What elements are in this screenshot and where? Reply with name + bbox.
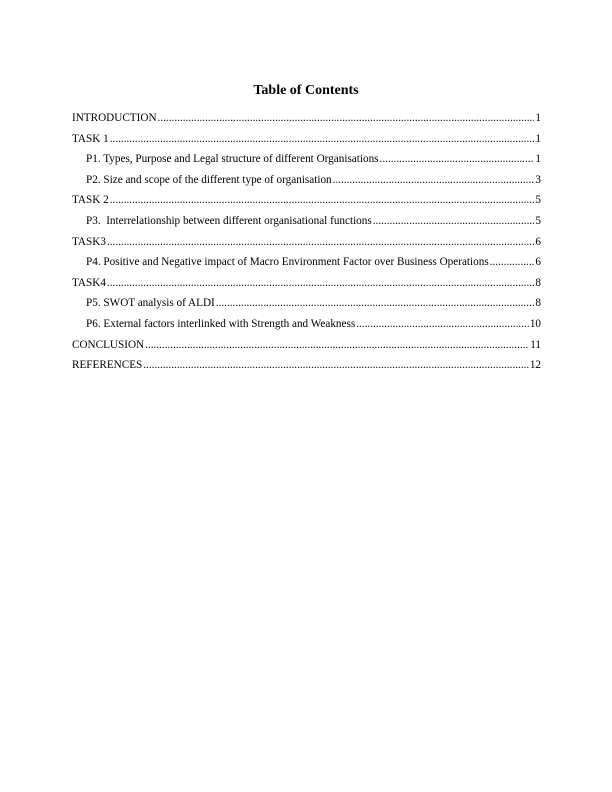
toc-entry-p5[interactable]: [72, 297, 541, 318]
toc-entry-p2[interactable]: [72, 174, 541, 195]
toc-entry-text: P5. SWOT analysis of ALDI: [86, 297, 215, 310]
toc-dot-leader: [373, 215, 535, 227]
toc-entry-p1[interactable]: [72, 153, 541, 174]
toc-entry-text: INTRODUCTION: [72, 112, 157, 124]
toc-entry-text: P1. Types, Purpose and Legal structure of different Organisations: [86, 153, 379, 166]
toc-entry-text: CONCLUSION: [72, 338, 145, 351]
toc-page-number: 1: [535, 153, 541, 166]
toc-page-number: 5: [535, 194, 541, 207]
toc-page-number: 8: [535, 276, 541, 289]
toc-dot-leader: [158, 112, 535, 124]
toc-page-number: 5: [535, 214, 541, 227]
toc-entry-task-4[interactable]: [72, 277, 541, 298]
toc-entry-text: REFERENCES: [72, 359, 143, 372]
toc-entry-p3[interactable]: [72, 215, 541, 236]
toc-entry-text: TASK 1: [72, 132, 109, 145]
toc-dot-leader: [110, 133, 535, 145]
toc-entry-task-1[interactable]: [72, 133, 541, 154]
toc-entry-task-3[interactable]: [72, 236, 541, 257]
toc-page-number: 6: [535, 256, 541, 269]
toc-title: Table of Contents: [253, 83, 359, 98]
toc-list: [72, 112, 541, 380]
toc-entry-references[interactable]: [72, 359, 541, 380]
toc-dot-leader: [356, 318, 529, 330]
toc-entry-text: P2. Size and scope of the different type of organisation: [86, 173, 332, 186]
toc-entry-text: TASK4: [72, 276, 106, 289]
toc-page-number: 1: [535, 132, 541, 145]
toc-entry-text: P6. External factors interlinked with Strength and Weakness: [86, 317, 356, 330]
toc-dot-leader: [333, 174, 535, 186]
toc-entry-text: TASK3: [72, 235, 106, 248]
toc-page-number: 6: [535, 235, 541, 248]
toc-page-number: 1: [535, 112, 541, 124]
toc-page-number: 3: [535, 173, 541, 186]
toc-page-number: 12: [529, 359, 541, 372]
toc-page-number: 8: [535, 297, 541, 310]
toc-dot-leader: [110, 194, 535, 206]
toc-entry-p4[interactable]: [72, 256, 541, 277]
toc-entry-conclusion[interactable]: [72, 339, 541, 360]
toc-entry-task-2[interactable]: [72, 194, 541, 215]
toc-dot-leader: [490, 256, 535, 268]
toc-dot-leader: [107, 277, 534, 289]
toc-entry-text: P3. Interrelationship between different organisational functions: [86, 214, 372, 227]
toc-dot-leader: [216, 297, 535, 309]
toc-dot-leader: [143, 359, 529, 371]
toc-dot-leader: [380, 153, 535, 165]
toc-entry-introduction[interactable]: [72, 112, 541, 133]
toc-entry-p6[interactable]: [72, 318, 541, 339]
toc-entry-text: TASK 2: [72, 194, 109, 207]
toc-page-number: 10: [529, 317, 541, 330]
toc-entry-text: P4. Positive and Negative impact of Macro Environment Factor over Business Operations: [86, 256, 489, 269]
toc-page-number: 11: [530, 338, 541, 351]
toc-dot-leader: [145, 339, 529, 351]
toc-dot-leader: [107, 236, 534, 248]
